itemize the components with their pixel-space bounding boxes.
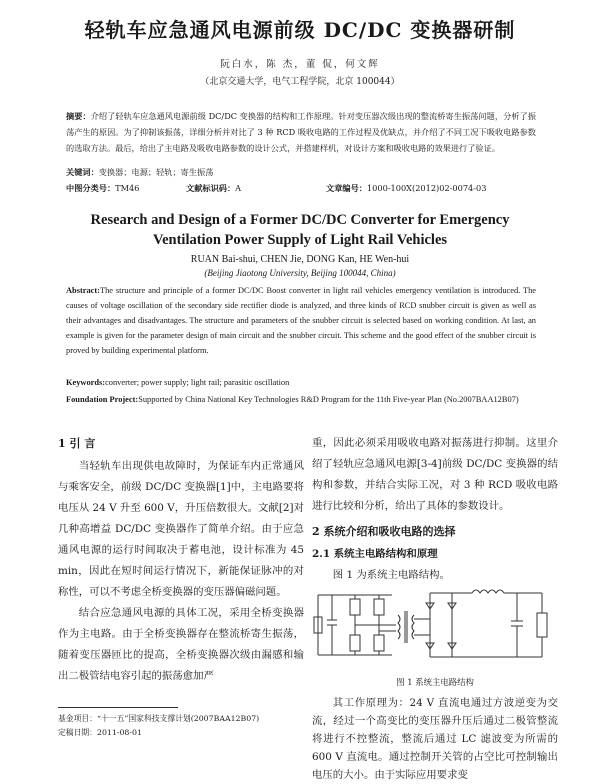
- cn-abstract-label: 摘要：: [66, 111, 91, 121]
- en-authors: RUAN Bai-shui, CHEN Jie, DONG Kan, HE Wen-hui: [190, 254, 410, 265]
- section-2-1-heading: 2.1 系统主电路结构和原理: [312, 548, 438, 560]
- right-column: [312, 433, 558, 586]
- figure-1-caption: 图 1 系统主电路结构: [396, 677, 474, 687]
- en-foundation-label: Foundation Project:: [66, 395, 139, 404]
- article-no-value: 1000-100X(2012)02-0074-03: [366, 183, 487, 193]
- doc-code-label: 文献标识码：: [186, 183, 236, 193]
- en-keywords-label: Keywords:: [66, 378, 106, 387]
- filter-inductor: [472, 590, 504, 593]
- en-title-line1: Research and Design of a Former DC/DC Converter for Emergency: [90, 212, 510, 228]
- en-abstract-label: Abstract:: [66, 286, 100, 295]
- en-keywords-text: converter; power supply; light rail; parasitic oscillation: [105, 378, 290, 387]
- switch-s2: [350, 635, 360, 651]
- footnote-date: 定稿日期：2011-08-01: [58, 728, 142, 737]
- section-1-heading: 1 引 言: [58, 437, 96, 450]
- cn-abstract: [66, 108, 536, 156]
- cn-abstract-text: 介绍了轻轨车应急通风电源前级 DC/DC 变换器的结构和工作原理。针对变压器次级出现的整流桥寄生振荡问题，分析了振荡产生的原因。为了抑制该振荡，详细分析并对比了 3 种 RCD 吸收电路的工作过程及优缺点，并介绍了不同工况下吸收电路参数的选取方法。最后，给出了主电路及吸收电路参数的设计公式，并搭建样机，对设计方案和吸收电路的效果进行了验证。: [66, 111, 536, 153]
- right-paragraph-2: 其工作原理为：24 V 直流电通过方波逆变为交流，经过一个高变比的变压器升压后通过二极管整流将进行不控整流，整流后通过 LC 滤波变为所需的 600 V 直流电。通过控制开关管的占空比可控制输出电压的大小。由于实际应用要求变: [312, 697, 558, 781]
- section-1-paragraph-1: 当轻轨车出现供电故障时，为保证车内正常通风与乘客安全，前级 DC/DC 变换器[1]中，主电路要将电压从 24 V 升至 600 V，升压倍数很大。文献[2]对几种高增益 DC/DC 变换器作了简单介绍。由于应急通风电源的运行时间取决于蓄电池，设计标准为 45 min，因此在短时间运行情况下，新能保证脉冲的对称性，可以不考虑全桥变换器的变压器偏磁问题。: [58, 460, 304, 598]
- switch-s4: [374, 635, 384, 651]
- switch-s3: [374, 599, 384, 615]
- en-abstract: [66, 283, 536, 358]
- load-resistor: [537, 613, 547, 637]
- footnote-divider: [58, 707, 178, 708]
- doc-code-field: [186, 183, 326, 194]
- cn-authors: 阮白水，陈 杰，董 侃，何文辉: [220, 59, 380, 70]
- section-1-paragraph-2: 结合应急通风电源的具体工况，采用全桥变换器作为主电路。由于全桥变换器存在整流桥寄生振荡，随着变压器匝比的提高，全桥变换器次级由漏感和输出二极管结电容引起的振荡愈加严: [58, 607, 304, 682]
- clc-label: 中图分类号：: [66, 183, 116, 193]
- circuit-diagram-figure: [312, 575, 558, 675]
- cn-title: 轻轨车应急通风电源前级 DC/DC 变换器研制: [84, 18, 516, 42]
- en-abstract-text: The structure and principle of a former DC/DC Boost converter in light rail vehicles emergency ventilation is introduced. The causes of voltage oscillation of the secondary side rectifier diode is analyzed, and three kinds of RCD snubber circuit is given as well as their advantages and disadvantages. The structure and parameters of the snubber circuit is selected based on working condition. At last, an example is given for the parameter design of main circuit and the snubber circuit. This scheme and the good effect of the snubber circuit is proved by building experimental platform.: [66, 286, 536, 355]
- en-keywords: [66, 378, 536, 387]
- cn-keywords-label: 关键词：: [66, 167, 99, 177]
- cn-keywords: [66, 167, 536, 178]
- cn-affiliation: （北京交通大学，电气工程学院，北京 100044）: [200, 77, 400, 87]
- cn-keywords-text: 变换器；电源；轻轨；寄生振荡: [98, 167, 214, 177]
- right-paragraph-1: 重，因此必须采用吸收电路对振荡进行抑制。这里介绍了轻轨应急通风电源[3-4]前级 DC/DC 变换器的结构和参数，并结合实际工况，对 3 种 RCD 吸收电路进行比较和分析，给出了具体的参数设计。: [312, 437, 558, 512]
- clc-field: [66, 183, 186, 194]
- article-no-field: [326, 183, 486, 194]
- article-no-label: 文章编号：: [326, 183, 367, 193]
- footnotes: [58, 712, 304, 740]
- section-2-1-paragraph: 图 1 为系统主电路结构。: [332, 569, 450, 581]
- right-column-bottom: [312, 694, 558, 784]
- transformer-primary: [398, 615, 400, 639]
- left-column: [58, 433, 304, 687]
- footnote-fund: 基金项目：“十一五”国家科技支撑计划(2007BAA12B07): [58, 714, 260, 723]
- section-2-heading: 2 系统介绍和吸收电路的选择: [312, 525, 456, 538]
- cn-meta-line: [66, 183, 536, 194]
- clc-value: TM46: [115, 183, 140, 193]
- en-foundation-text: Supported by China National Key Technologies R&D Program for the 11th Five-year Plan (No.2007BAA12B07): [138, 395, 519, 404]
- transformer-secondary: [412, 615, 414, 639]
- en-title-line2: Ventilation Power Supply of Light Rail Vehicles: [152, 232, 448, 248]
- en-affiliation: (Beijing Jiaotong University, Beijing 100044, China): [204, 268, 396, 278]
- switch-s1: [350, 599, 360, 615]
- en-foundation: [66, 392, 536, 407]
- doc-code-value: A: [235, 183, 242, 193]
